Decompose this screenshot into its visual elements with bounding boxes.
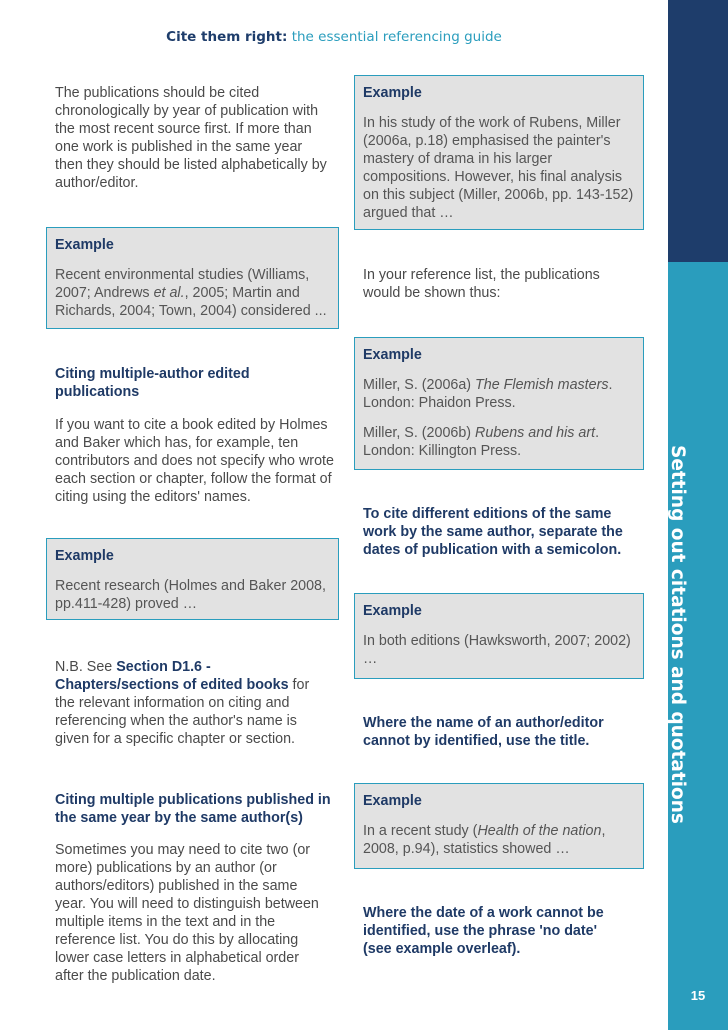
sidebar-top-block bbox=[668, 0, 728, 262]
page-number: 15 bbox=[690, 988, 706, 1003]
paragraph-reference-list: In your reference list, the publications would be shown thus: bbox=[363, 267, 600, 301]
reference-entry: Miller, S. (2006a) The Flemish masters. London: Phaidon Press. bbox=[363, 377, 613, 411]
example-text: Recent environmental studies (Williams, 2007; Andrews et al., 2005; Martin and Richards, 2004; Town, 2004) considered ... bbox=[55, 267, 327, 319]
example-box-chronological bbox=[46, 227, 339, 329]
example-text: Recent research (Holmes and Baker 2008, pp.411-428) proved … bbox=[55, 578, 326, 612]
heading-no-author: Where the name of an author/editor cannot by identified, use the title. bbox=[363, 715, 604, 749]
example-box-editions bbox=[354, 593, 644, 679]
example-label: Example bbox=[363, 793, 422, 809]
example-box-edited bbox=[46, 538, 339, 620]
example-label: Example bbox=[55, 237, 114, 253]
example-text: In his study of the work of Rubens, Miller (2006a, p.18) emphasised the painter's mastery of drama in his larger compositions. However, his final analysis on this subject (Miller, 2006b, pp. 143-152) argued that … bbox=[363, 115, 634, 221]
example-box-reference-list bbox=[354, 337, 644, 470]
reference-entry: Miller, S. (2006b) Rubens and his art. London: Killington Press. bbox=[363, 425, 600, 459]
intro-paragraph: The publications should be cited chronologically by year of publication with the most recent source first. If more than one work is published in the same year then they should be listed alphabetically by author/editor. bbox=[55, 85, 327, 191]
header-title: Cite them right: bbox=[166, 29, 288, 45]
running-header bbox=[0, 29, 668, 45]
paragraph-same-year: Sometimes you may need to cite two (or more) publications by an author (or authors/editors) published in the same year. You will need to distinguish between multiple items in the text and in the reference list. You do this by allocating lower case letters in alphabetical order after the publication date. bbox=[55, 842, 319, 984]
heading-same-year: Citing multiple publications published in the same year by the same author(s) bbox=[55, 792, 331, 826]
chapter-title-vertical: Setting out citations and quotations bbox=[667, 445, 688, 824]
example-text: In both editions (Hawksworth, 2007; 2002) … bbox=[363, 633, 631, 667]
example-text: In a recent study (Health of the nation, 2008, p.94), statistics showed … bbox=[363, 823, 606, 857]
example-label: Example bbox=[363, 85, 422, 101]
example-label: Example bbox=[55, 548, 114, 564]
header-subtitle: the essential referencing guide bbox=[291, 29, 502, 45]
heading-editions: To cite different editions of the same work by the same author, separate the dates of publication with a semicolon. bbox=[363, 506, 623, 558]
example-box-rubens bbox=[354, 75, 644, 230]
example-label: Example bbox=[363, 603, 422, 619]
paragraph-multiple-author: If you want to cite a book edited by Holmes and Baker which has, for example, ten contributors and does not specify who wrote each section or chapter, follow the format of citing using the editors' names. bbox=[55, 417, 334, 505]
example-label: Example bbox=[363, 347, 422, 363]
heading-no-date: Where the date of a work cannot be identified, use the phrase 'no date' (see example overleaf). bbox=[363, 905, 604, 957]
chapter-sidebar bbox=[668, 262, 728, 1030]
example-box-no-author bbox=[354, 783, 644, 869]
nb-note: N.B. See Section D1.6 - Chapters/sections of edited books for the relevant information on citing and referencing when the author's name is given for a specific chapter or section. bbox=[55, 659, 310, 747]
heading-multiple-author: Citing multiple-author edited publications bbox=[55, 366, 250, 400]
